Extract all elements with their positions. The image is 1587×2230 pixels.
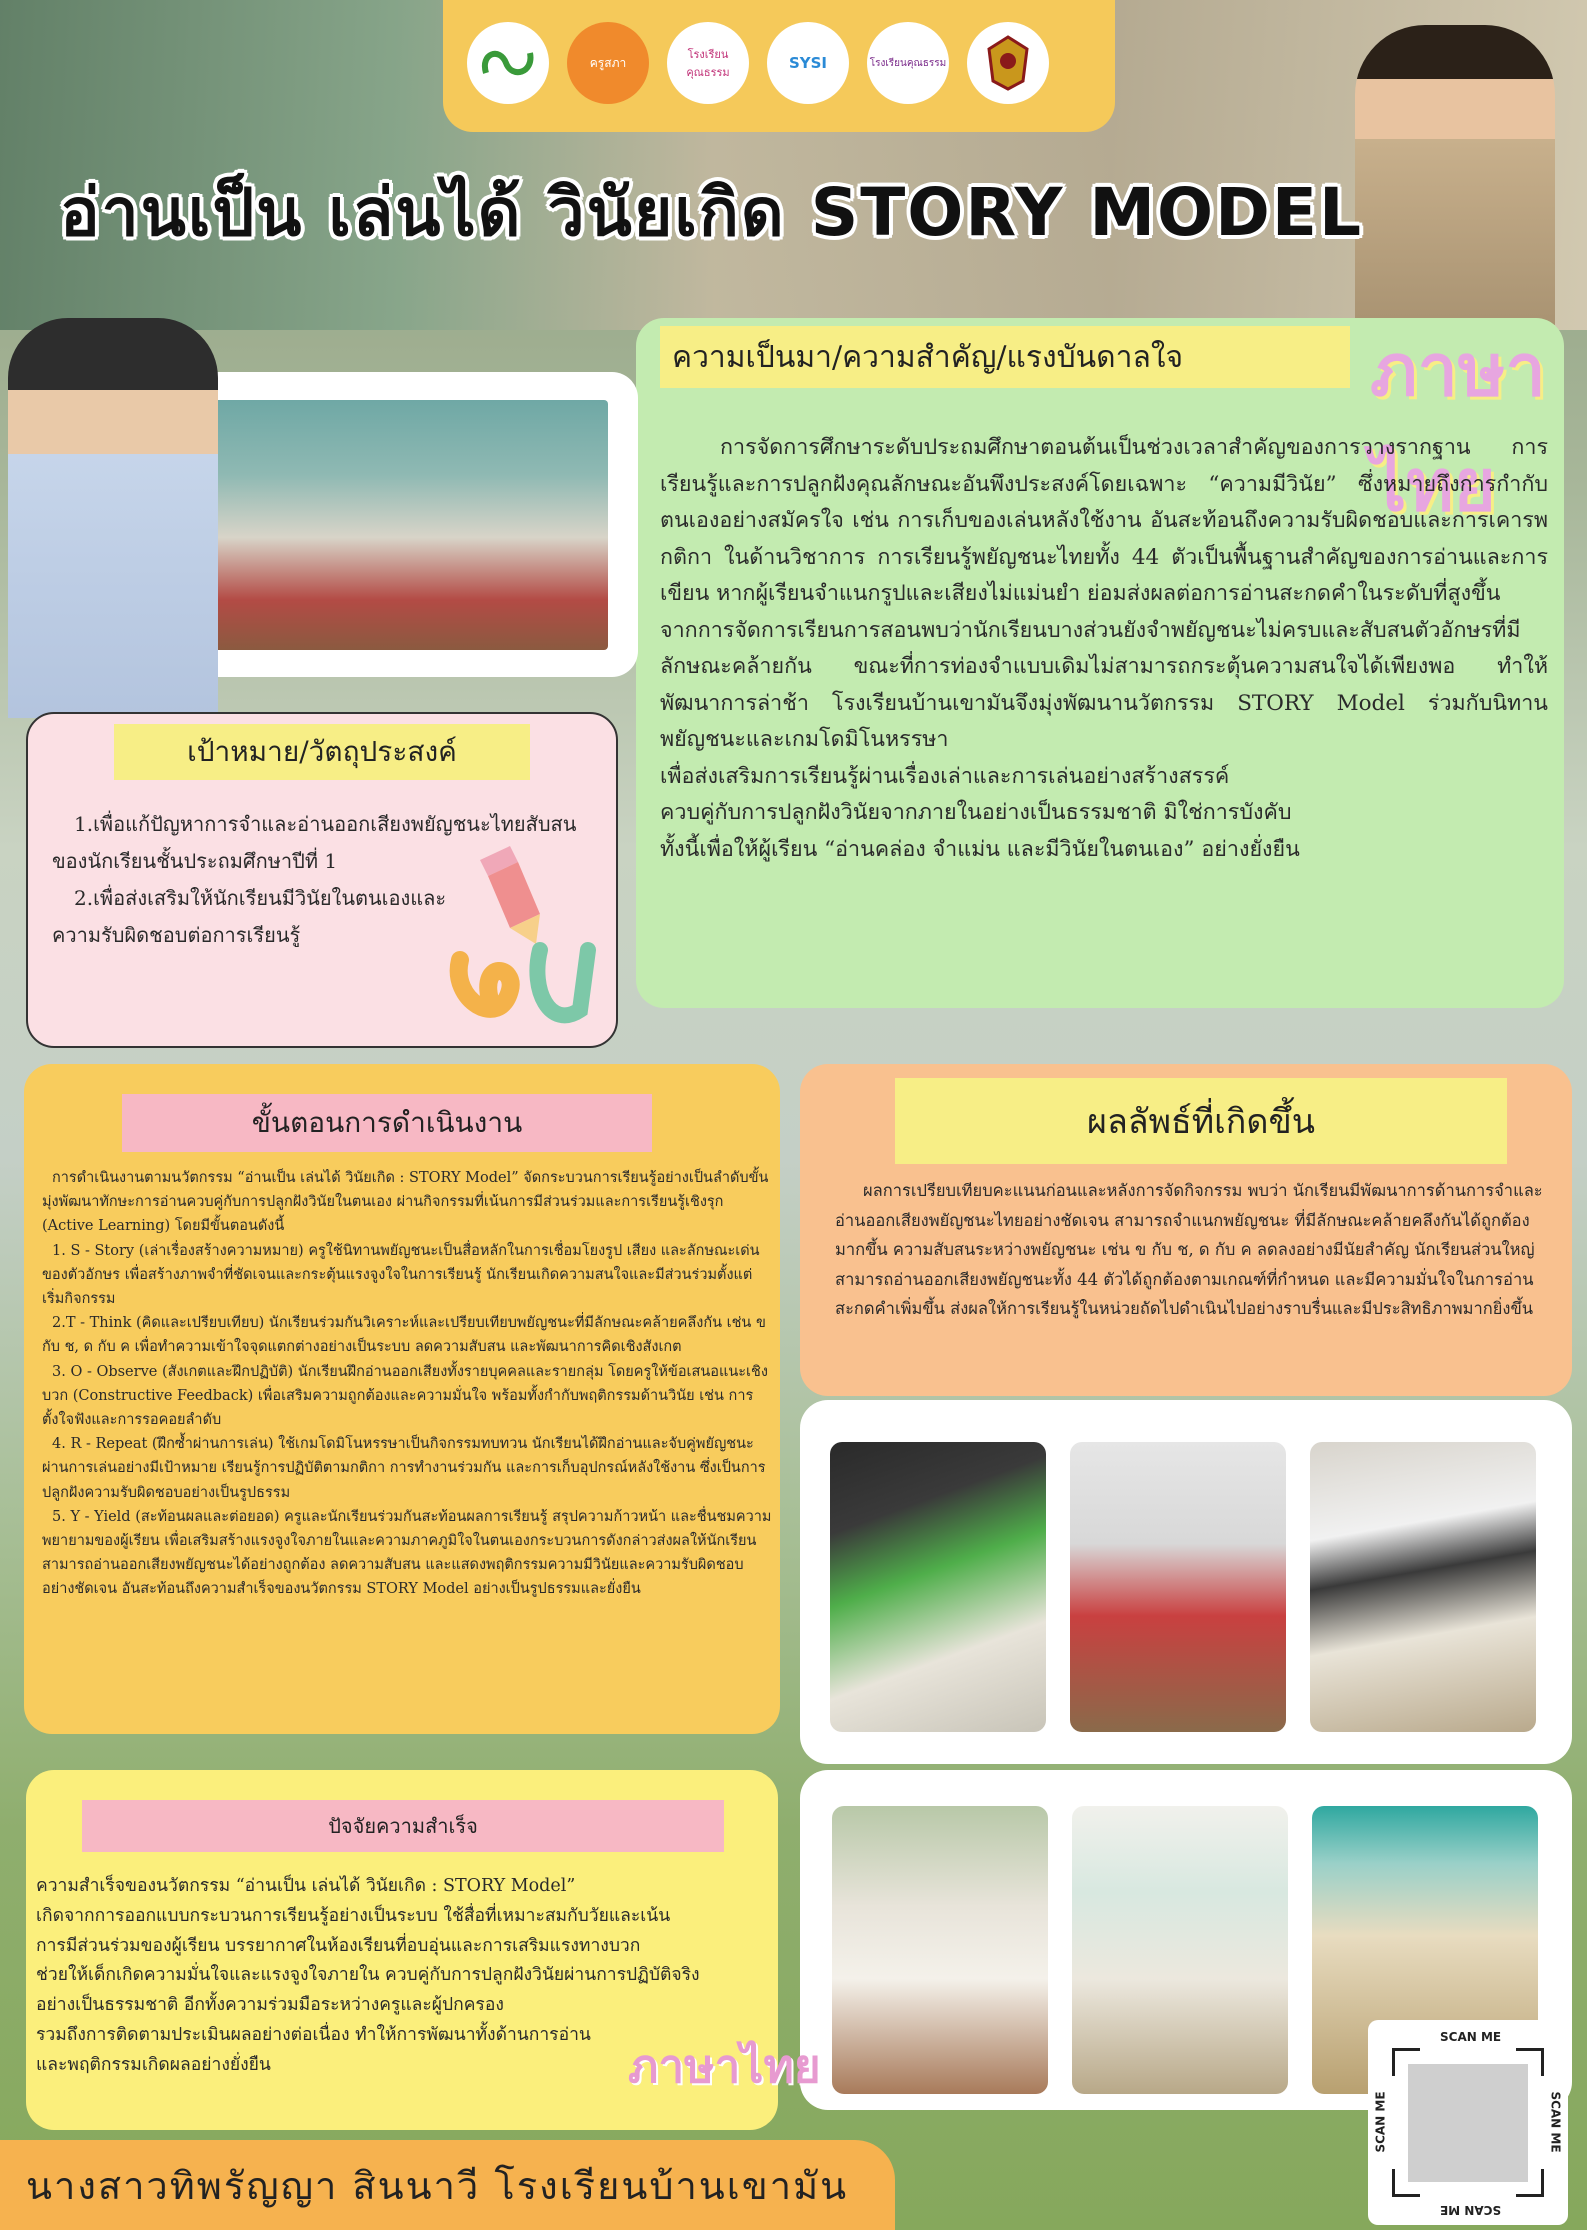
deco-thai-word-top: ภาษาไทย — [1370, 328, 1546, 527]
step-item: 2.T - Think (คิดและเปรียบเทียบ) นักเรียนร่วมกันวิเคราะห์และเปรียบเทียบพยัญชนะที่มีลักษณะคล้ายคลึงกัน เช่น ข กับ ช, ด กับ ค เพื่อทำความเข้าใจจุดแตกต่างอย่างเป็นระบบ ลดความสับสน และพัฒนาการคิดเชิงสังเกต — [42, 1315, 766, 1356]
steps-intro: การดำเนินงานตามนวัตกรรม “อ่านเป็น เล่นได้ วินัยเกิด : STORY Model” จัดกระบวนการเรียนรู้อย่างเป็นลำดับขั้น มุ่งพัฒนาทักษะการอ่านควบคู่กับการปลูกฝังวินัยในตนเอง ผ่านกิจกรรมที่เน้นการมีส่วนร่วมและการเรียนรู้เชิงรุก (Active Learning) โดยมีขั้นตอนดังนี้ — [42, 1170, 769, 1235]
logo-kurusapa-icon — [567, 22, 649, 104]
logo-green-swirl-icon — [467, 22, 549, 104]
goals-heading: เป้าหมาย/วัตถุประสงค์ — [114, 724, 530, 780]
gallery-photo — [1310, 1442, 1536, 1732]
author-footer: นางสาวทิพรัญญา สินนาวี โรงเรียนบ้านเขามัน — [26, 2163, 849, 2208]
logo-school-icon — [867, 22, 949, 104]
background-paragraph: การจัดการศึกษาระดับประถมศึกษาตอนต้นเป็นช่วงเวลาสำคัญของการวางรากฐาน การเรียนรู้และการปลูกฝังคุณลักษณะอันพึงประสงค์โดยเฉพาะ “ความมีวินัย” ซึ่งหมายถึงการกำกับตนเองอย่างสมัครใจ เช่น การเก็บของเล่นหลังใช้งาน อันสะท้อนถึงความรับผิดชอบและการเคารพกติกา ในด้านวิชาการ การเรียนรู้พยัญชนะไทยทั้ง 44 ตัวเป็นพื้นฐานสำคัญของการอ่านและการเขียน หากผู้เรียนจำแนกรูปและเสียงไม่แม่นยำ ย่อมส่งผลต่อการอ่านสะกดคำในระดับที่สูงขึ้น — [660, 435, 1548, 606]
step-item: 1. S - Story (เล่าเรื่องสร้างความหมาย) ครูใช้นิทานพยัญชนะเป็นสื่อหลักในการเชื่อมโยงรูป เสียง และลักษณะเด่นของตัวอักษร เพื่อสร้างภาพจำที่ชัดเจนและกระตุ้นแรงจูงใจในการเรียนรู้ นักเรียนเกิดความสนใจและมีส่วนร่วมตั้งแต่เริ่มกิจกรรม — [42, 1242, 760, 1308]
background-paragraph: จากการจัดการเรียนการสอนพบว่านักเรียนบางส่วนยังจำพยัญชนะไม่ครบและสับสนตัวอักษรที่มีลักษณะคล้ายกัน ขณะที่การท่องจำแบบเดิมไม่สามารถกระตุ้นความสนใจได้เพียงพอ ทำให้พัฒนาการล่าช้า โรงเรียนบ้านเขามันจึงมุ่งพัฒนานวัตกรรม STORY Model ร่วมกับนิทานพยัญชนะและเกมโดมิโนหรรษา — [660, 617, 1548, 752]
success-factors-heading: ปัจจัยความสำเร็จ — [82, 1800, 724, 1852]
qr-label-right: SCAN ME — [1548, 2091, 1563, 2153]
step-item: 5. Y - Yield (สะท้อนผลและต่อยอด) ครูและนักเรียนร่วมกันสะท้อนผลการเรียนรู้ สรุปความก้าวหน้า และชื่นชมความพยายามของผู้เรียน เพื่อเสริมสร้างแรงจูงใจภายในและความภาคภูมิใจในตนเองกระบวนการดังกล่าวส่งผลให้นักเรียนสามารถอ่านออกเสียงพยัญชนะได้อย่างถูกต้อง ลดความสับสน และแสดงพฤติกรรมความมีวินัยและความรับผิดชอบอย่างชัดเจน อันสะท้อนถึงความสำเร็จของนวัตกรรม STORY Model อย่างเป็นรูปธรรมและยั่งยืน — [42, 1508, 772, 1598]
classroom-photo — [200, 400, 608, 650]
factor-line: ความสำเร็จของนวัตกรรม “อ่านเป็น เล่นได้ วินัยเกิด : STORY Model” — [36, 1876, 576, 1896]
gallery-photo — [1072, 1806, 1288, 2094]
factor-line: เกิดจากการออกแบบกระบวนการเรียนรู้อย่างเป็นระบบ ใช้สื่อที่เหมาะสมกับวัยและเน้น — [36, 1905, 671, 1926]
step-item: 4. R - Repeat (ฝึกซ้ำผ่านการเล่น) ใช้เกมโดมิโนหรรษาเป็นกิจกรรมทบทวน นักเรียนได้ฝึกอ่านและจับคู่พยัญชนะผ่านการเล่นอย่างมีเป้าหมาย เรียนรู้การปฏิบัติตามกติกา การทำงานร่วมกัน และการเก็บอุปกรณ์หลังใช้งาน ซึ่งเป็นการปลูกฝังความรับผิดชอบอย่างเป็นรูปธรรม — [42, 1436, 766, 1501]
results-text — [835, 1176, 1547, 1324]
results-paragraph: ผลการเปรียบเทียบคะแนนก่อนและหลังการจัดกิจกรรม พบว่า นักเรียนมีพัฒนาการด้านการจำและอ่านออกเสียงพยัญชนะไทยอย่างชัดเจน สามารถจำแนกพยัญชนะ ที่มีลักษณะคล้ายคลึงกันได้ถูกต้องมากขึ้น ความสับสนระหว่างพยัญชนะ เช่น ข กับ ช, ด กับ ค ลดลงอย่างมีนัยสำคัญ นักเรียนส่วนใหญ่สามารถอ่านออกเสียงพยัญชนะทั้ง 44 ตัวได้ถูกต้องตามเกณฑ์ที่กำหนด และมีความมั่นใจในการอ่านสะกดคำเพิ่มขึ้น ส่งผลให้การเรียนรู้ในหน่วยถัดไปดำเนินไปอย่างราบรื่นและมีประสิทธิภาพมากยิ่งขึ้น — [835, 1181, 1543, 1318]
goal-item: 1.เพื่อแก้ปัญหาการจำและอ่านออกเสียงพยัญชนะไทยสับสนของนักเรียนชั้นประถมศึกษาปีที่ 1 — [52, 812, 577, 873]
photo-gallery-top — [800, 1400, 1572, 1764]
background-paragraph: ควบคู่กับการปลูกฝังวินัยจากภายในอย่างเป็นธรรมชาติ มิใช่การบังคับ — [660, 800, 1292, 825]
background-text — [660, 430, 1548, 868]
logo-emblem-icon — [967, 22, 1049, 104]
background-paragraph: เพื่อส่งเสริมการเรียนรู้ผ่านเรื่องเล่าและการเล่นอย่างสร้างสรรค์ — [660, 763, 1230, 789]
qr-code-box[interactable] — [1368, 2020, 1568, 2225]
logo-school-text: โรงเรียนคุณธรรม — [869, 57, 947, 69]
pencil-deco-icon — [440, 840, 600, 1040]
logo-bar — [443, 0, 1115, 132]
qr-label-left: SCAN ME — [1373, 2091, 1388, 2153]
factor-line: ช่วยให้เด็กเกิดความมั่นใจและแรงจูงใจภายใน ควบคู่กับการปลูกฝังวินัยผ่านการปฏิบัติจริง — [36, 1965, 700, 1986]
qr-code-icon — [1408, 2064, 1528, 2182]
logo-sysi-text: SYSI — [788, 54, 828, 72]
factor-line: รวมถึงการติดตามประเมินผลอย่างต่อเนื่อง ทำให้การพัฒนาทั้งด้านการอ่าน — [36, 2024, 591, 2045]
factor-line: และพฤติกรรมเกิดผลอย่างยั่งยืน — [36, 2054, 271, 2075]
gallery-photo — [1070, 1442, 1286, 1732]
steps-heading: ขั้นตอนการดำเนินงาน — [122, 1094, 652, 1152]
steps-text — [42, 1166, 772, 1602]
step-item: 3. O - Observe (สังเกตและฝึกปฏิบัติ) นักเรียนฝึกอ่านออกเสียงทั้งรายบุคคลและรายกลุ่ม โดยครูให้ข้อเสนอแนะเชิงบวก (Constructive Feedback) เพื่อเสริมความถูกต้องและความมั่นใจ พร้อมทั้งกำกับพฤติกรรมด้านวินัย เช่น การตั้งใจฟังและการรอคอยลำดับ — [42, 1363, 768, 1429]
background-paragraph: ทั้งนี้เพื่อให้ผู้เรียน “อ่านคล่อง จำแม่น และมีวินัยในตนเอง” อย่างยั่งยืน — [660, 836, 1300, 862]
logo-sysi-icon — [767, 22, 849, 104]
teacher-portrait-left — [8, 318, 218, 718]
factor-line: การมีส่วนร่วมของผู้เรียน บรรยากาศในห้องเรียนที่อบอุ่นและการเสริมแรงทางบวก — [36, 1935, 641, 1956]
factor-line: อย่างเป็นธรรมชาติ อีกทั้งความร่วมมือระหว่างครูและผู้ปกครอง — [36, 1995, 504, 2016]
deco-thai-word-bottom: ภาษาไทย — [628, 2039, 821, 2093]
background-heading: ความเป็นมา/ความสำคัญ/แรงบันดาลใจ — [660, 326, 1350, 388]
gallery-photo — [832, 1806, 1048, 2094]
logo-school-morality-icon — [667, 22, 749, 104]
qr-label-bottom: SCAN ME — [1440, 2203, 1502, 2217]
goal-item: 2.เพื่อส่งเสริมให้นักเรียนมีวินัยในตนเองและความรับผิดชอบต่อการเรียนรู้ — [52, 886, 447, 947]
logo-morality-text: โรงเรียนคุณธรรม — [686, 48, 730, 79]
logo-kurusapa-text: ครูสภา — [589, 55, 627, 70]
gallery-photo — [830, 1442, 1046, 1732]
results-heading: ผลลัพธ์ที่เกิดขึ้น — [895, 1078, 1507, 1164]
qr-label-top: SCAN ME — [1440, 2030, 1502, 2044]
page-title: อ่านเป็น เล่นได้ วินัยเกิด STORY MODEL — [60, 174, 1364, 251]
